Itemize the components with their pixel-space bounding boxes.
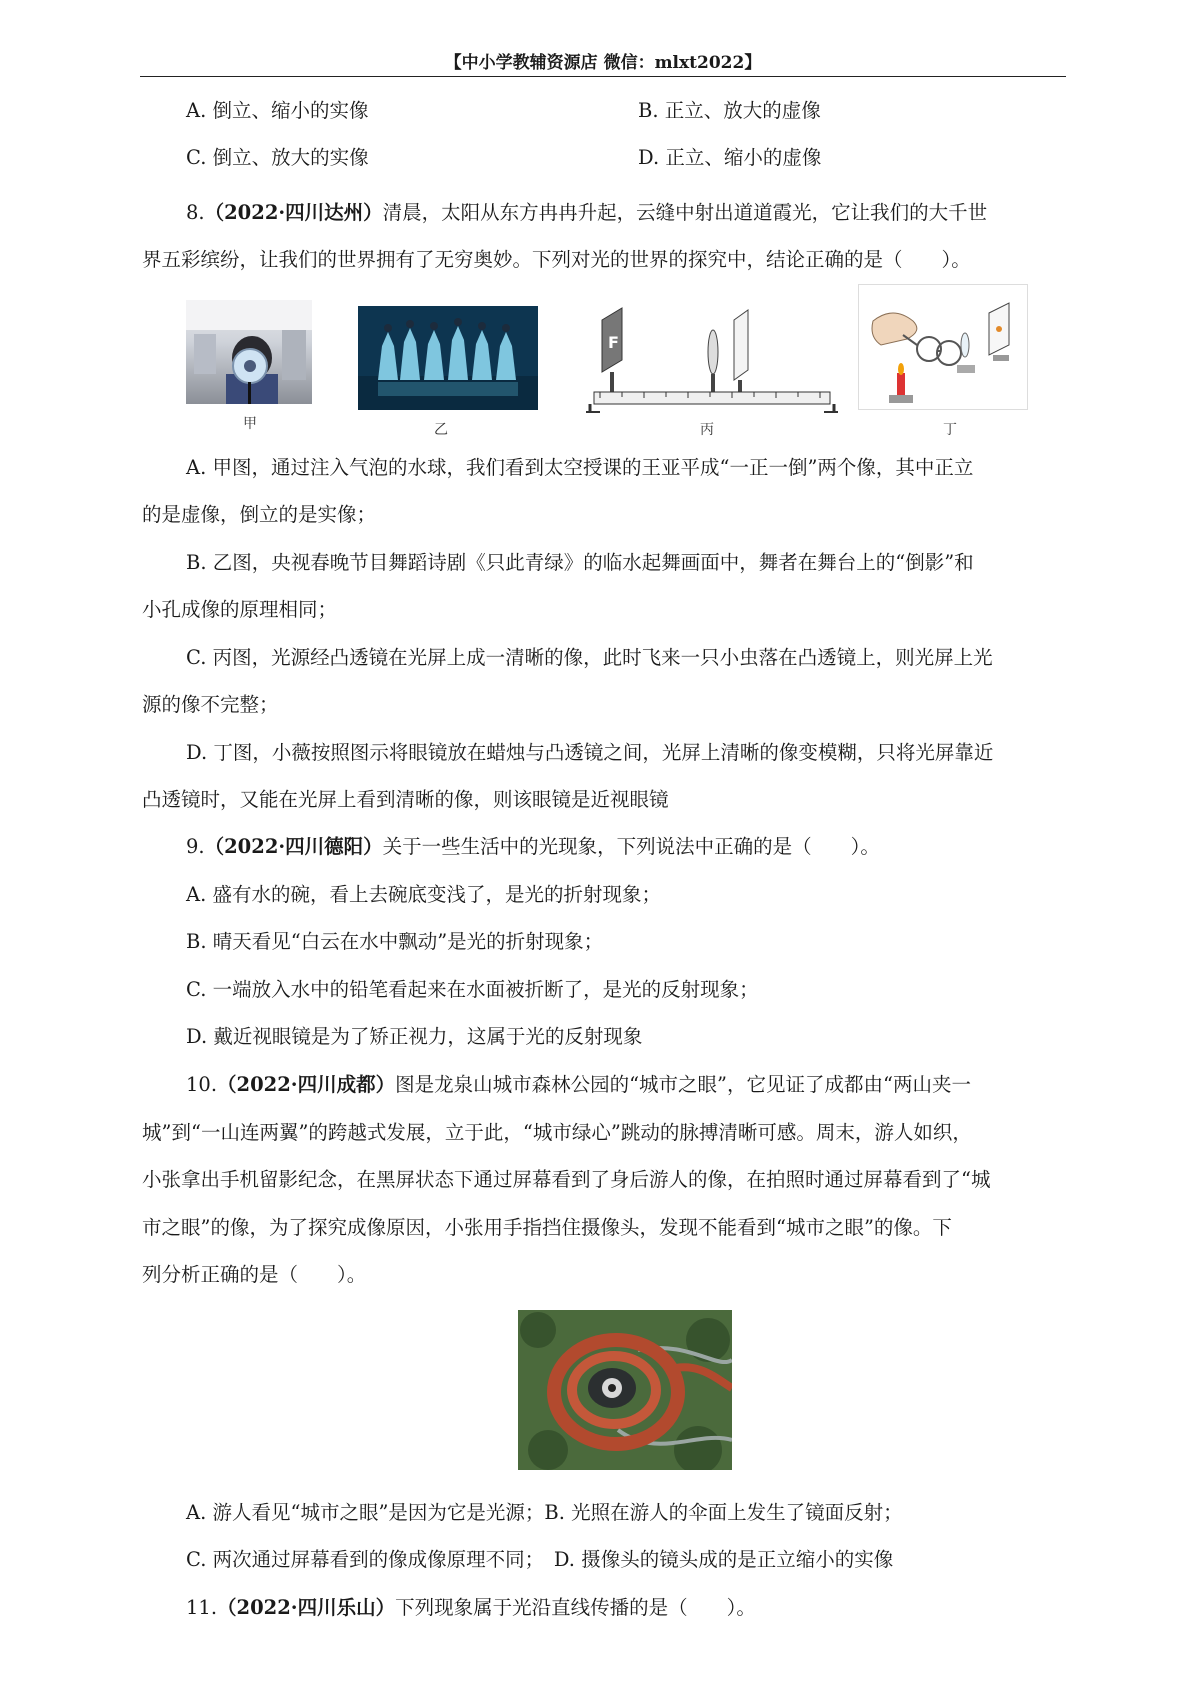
q8-stem-line2: 界五彩缤纷，让我们的世界拥有了无穷奥妙。下列对光的世界的探究中，结论正确的是（ ）。 [142,248,971,271]
q8-option-d-line1: D. 丁图，小薇按照图示将眼镜放在蜡烛与凸透镜之间，光屏上清晰的像变模糊，只将光屏靠近 [186,741,994,764]
city-eye-aerial-photo [518,1310,732,1470]
q9-option-b: B. 晴天看见“白云在水中飘动”是光的折射现象； [186,930,604,953]
q9-number: 9. [186,835,205,858]
page-header: 【中小学教辅资源店 微信：mlxt2022】 [444,53,762,73]
figure-jia-photo [186,300,312,404]
astronaut-water-ball-image [186,300,312,404]
q8-option-b-line2: 小孔成像的原理相同； [142,598,338,621]
q7-option-b: B. 正立、放大的虚像 [638,99,821,122]
q10-options-cd: C. 两次通过屏幕看到的像成像原理不同； D. 摄像头的镜头成的是正立缩小的实像 [186,1548,894,1571]
q9-option-a: A. 盛有水的碗，看上去碗底变浅了，是光的折射现象； [186,883,661,906]
q8-option-a-line2: 的是虚像，倒立的是实像； [142,503,377,526]
q7-option-d: D. 正立、缩小的虚像 [638,146,822,169]
q8-stem-text: 清晨，太阳从东方冉冉升起，云缝中射出道道霞光，它让我们的大千世 [382,201,988,224]
q10-stem-line5: 列分析正确的是（ ）。 [142,1263,367,1286]
q10-stem-text: 图是龙泉山城市森林公园的“城市之眼”，它见证了成都由“两山夹一 [395,1073,971,1096]
figure-caption-bing: 丙 [700,422,714,438]
optical-bench-diagram [586,300,838,415]
q9-stem-text: 关于一些生活中的光现象，下列说法中正确的是（ ）。 [382,835,880,858]
light-source-letter: F [608,333,619,352]
q8-option-b-line1: B. 乙图，央视春晚节目舞蹈诗剧《只此青绿》的临水起舞画面中，舞者在舞台上的“倒影”和 [186,551,974,574]
q8-option-d-line2: 凸透镜时，又能在光屏上看到清晰的像，则该眼镜是近视眼镜 [142,788,669,811]
q10-source: （2022·四川成都） [217,1073,396,1096]
dancers-stage-image [358,306,538,410]
q10-stem-line2: 城”到“一山连两翼”的跨越式发展，立于此，“城市绿心”跳动的脉搏清晰可感。周末，游人如织， [142,1121,972,1144]
q8-source: （2022·四川达州） [204,201,383,224]
q7-option-a: A. 倒立、缩小的实像 [186,99,369,122]
q11-stem [186,1592,756,1620]
q9-option-c: C. 一端放入水中的铅笔看起来在水面被折断了，是光的反射现象； [186,978,759,1001]
q10-number: 10. [186,1073,218,1096]
q9-option-d: D. 戴近视眼镜是为了矫正视力，这属于光的反射现象 [186,1025,643,1048]
q8-option-c-line1: C. 丙图，光源经凸透镜在光屏上成一清晰的像，此时飞来一只小虫落在凸透镜上，则光屏上光 [186,646,993,669]
glasses-candle-lens-diagram [859,285,1027,409]
q10-stem-line3: 小张拿出手机留影纪念，在黑屏状态下通过屏幕看到了身后游人的像，在拍照时通过屏幕看到了“城 [142,1168,991,1191]
figure-caption-jia: 甲 [243,416,257,432]
q8-stem-line1 [186,197,987,225]
q7-option-c: C. 倒立、放大的实像 [186,146,369,169]
q10-options-ab: A. 游人看见“城市之眼”是因为它是光源；B. 光照在游人的伞面上发生了镜面反射； [186,1501,903,1524]
header-divider [140,76,1066,77]
q11-source: （2022·四川乐山） [217,1596,396,1619]
q11-stem-text: 下列现象属于光沿直线传播的是（ ）。 [395,1596,756,1619]
q9-stem [186,831,880,859]
q9-source: （2022·四川德阳） [204,835,383,858]
city-eye-spiral-image [518,1310,732,1470]
q8-option-a-line1: A. 甲图，通过注入气泡的水球，我们看到太空授课的王亚平成“一正一倒”两个像，其中正立 [186,456,974,479]
q11-number: 11. [186,1596,218,1619]
figure-caption-ding: 丁 [943,422,957,438]
q8-option-c-line2: 源的像不完整； [142,693,279,716]
q10-stem-line4: 市之眼”的像，为了探究成像原因，小张用手指挡住摄像头，发现不能看到“城市之眼”的像。下 [142,1216,952,1239]
q10-stem-line1 [186,1069,971,1097]
figure-ding-photo [858,284,1028,410]
figure-caption-yi: 乙 [434,422,448,438]
figure-bing-optical-bench [586,300,838,415]
q8-number: 8. [186,201,205,224]
figure-yi-photo [358,306,538,410]
